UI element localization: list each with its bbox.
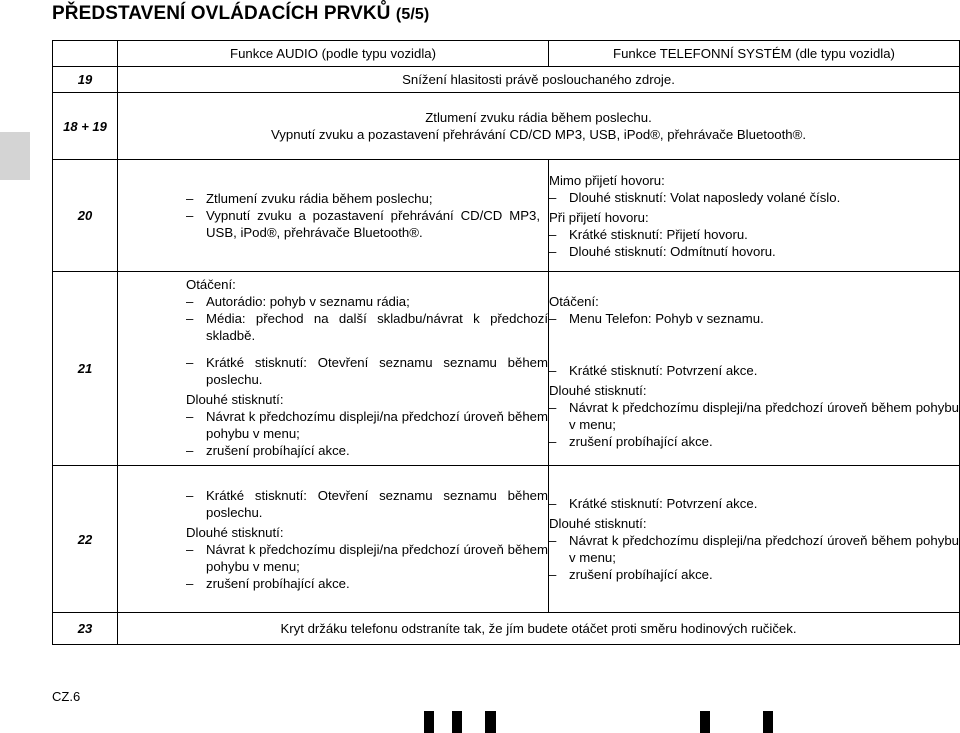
list-item: – Krátké stisknutí: Potvrzení akce. bbox=[549, 362, 959, 379]
list-item: – Krátké stisknutí: Otevření seznamu seznamu během poslechu. bbox=[186, 354, 548, 388]
row-18-19-line2: Vypnutí zvuku a pozastavení přehrávání CD/CD MP3, USB, iPod®, přehrávače Bluetooth®. bbox=[271, 127, 806, 142]
list-item: – Návrat k předchozímu displeji/na předchozí úroveň během pohybu v menu; bbox=[186, 408, 548, 442]
list-item: – Dlouhé stisknutí: Odmítnutí hovoru. bbox=[549, 243, 959, 260]
list-item: – zrušení probíhající akce. bbox=[549, 433, 959, 450]
list-item: – Krátké stisknutí: Přijetí hovoru. bbox=[549, 226, 959, 243]
print-registration-bar bbox=[424, 711, 434, 733]
list-item: – Dlouhé stisknutí: Volat naposledy volané číslo. bbox=[549, 189, 959, 206]
table-row-19 bbox=[53, 67, 960, 93]
row-20-phone-cell bbox=[549, 160, 960, 272]
row-22-audio-cell bbox=[118, 466, 549, 613]
page-title-suffix: (5/5) bbox=[395, 6, 430, 23]
row-number: 20 bbox=[53, 160, 118, 272]
list-item: – Krátké stisknutí: Potvrzení akce. bbox=[549, 495, 959, 512]
list-item: – Média: přechod na další skladbu/návrat k předchozí skladbě. bbox=[186, 310, 548, 344]
table-row-21-press bbox=[53, 348, 960, 466]
list-heading: Mimo přijetí hovoru: bbox=[549, 172, 665, 188]
row-20-audio-cell bbox=[118, 160, 549, 272]
list-item: – Návrat k předchozímu displeji/na předchozí úroveň během pohybu v menu; bbox=[549, 532, 959, 566]
row-23-text: Kryt držáku telefonu odstraníte tak, že jím budete otáčet proti směru hodinových ručiček. bbox=[118, 613, 960, 645]
list-item: – Krátké stisknutí: Otevření seznamu seznamu během poslechu. bbox=[186, 487, 548, 521]
row-21-phone-rotate-cell bbox=[549, 272, 960, 348]
list-item: – Autorádio: pohyb v seznamu rádia; bbox=[186, 293, 548, 310]
print-registration-bar bbox=[452, 711, 462, 733]
row-number: 23 bbox=[53, 613, 118, 645]
row-18-19-cell bbox=[118, 93, 960, 160]
table-row-20 bbox=[53, 160, 960, 272]
print-registration-bar bbox=[485, 711, 496, 733]
table-row-21-rotate bbox=[53, 272, 960, 348]
list-item: – Vypnutí zvuku a pozastavení přehrávání CD/CD MP3, USB, iPod®, přehrávače Bluetooth®. bbox=[186, 207, 540, 241]
table-header-row bbox=[53, 41, 960, 67]
row-21-phone-press-cell bbox=[549, 348, 960, 466]
list-item: – Menu Telefon: Pohyb v seznamu. bbox=[549, 310, 959, 327]
list-heading: Dlouhé stisknutí: bbox=[549, 383, 647, 399]
list-heading: Dlouhé stisknutí: bbox=[186, 524, 284, 540]
row-21-audio-press-cell bbox=[118, 348, 549, 466]
print-registration-bar bbox=[763, 711, 773, 733]
list-item: – zrušení probíhající akce. bbox=[186, 442, 548, 459]
row-number: 22 bbox=[53, 466, 118, 613]
page-code: CZ.6 bbox=[52, 689, 81, 704]
table-row-23 bbox=[53, 613, 960, 645]
list-heading: Dlouhé stisknutí: bbox=[549, 516, 647, 531]
controls-table bbox=[52, 40, 960, 645]
row-number: 18 + 19 bbox=[53, 93, 118, 160]
row-number: 21 bbox=[53, 272, 118, 466]
row-19-text: Snížení hlasitosti právě poslouchaného zdroje. bbox=[118, 67, 960, 93]
table-row-18-19 bbox=[53, 93, 960, 160]
row-number: 19 bbox=[53, 67, 118, 93]
page-title-text: PŘEDSTAVENÍ OVLÁDACÍCH PRVKŮ bbox=[52, 3, 391, 24]
list-item: – zrušení probíhající akce. bbox=[549, 566, 959, 583]
list-item: – Návrat k předchozímu displeji/na předchozí úroveň během pohybu v menu; bbox=[186, 541, 548, 575]
header-empty-cell bbox=[53, 41, 118, 67]
page-title bbox=[52, 3, 429, 25]
list-item: – zrušení probíhající akce. bbox=[186, 575, 548, 592]
row-21-audio-rotate-cell bbox=[118, 272, 549, 348]
print-registration-bar bbox=[700, 711, 710, 733]
list-item: – Návrat k předchozímu displeji/na předchozí úroveň během pohybu v menu; bbox=[549, 399, 959, 433]
header-audio: Funkce AUDIO (podle typu vozidla) bbox=[118, 41, 549, 67]
list-heading: Otáčení: bbox=[549, 293, 599, 309]
header-phone: Funkce TELEFONNÍ SYSTÉM (dle typu vozidla) bbox=[549, 41, 960, 67]
list-heading: Otáčení: bbox=[186, 276, 236, 292]
row-22-phone-cell bbox=[549, 466, 960, 613]
list-heading: Při přijetí hovoru: bbox=[549, 209, 649, 225]
list-heading: Dlouhé stisknutí: bbox=[186, 391, 284, 407]
list-item: – Ztlumení zvuku rádia během poslechu; bbox=[186, 190, 540, 207]
side-tab-marker bbox=[0, 132, 30, 180]
row-18-19-line1: Ztlumení zvuku rádia během poslechu. bbox=[425, 110, 652, 125]
table-row-22 bbox=[53, 466, 960, 613]
